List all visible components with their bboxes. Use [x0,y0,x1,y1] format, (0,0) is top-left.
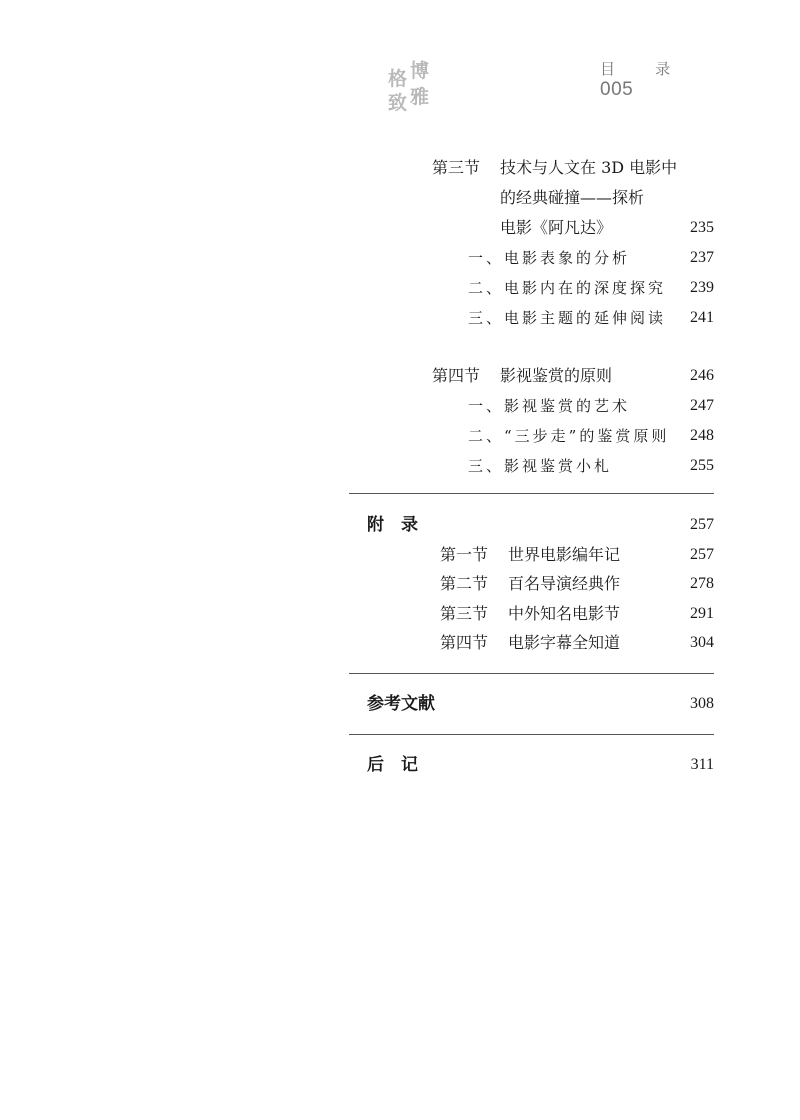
toc-subitem-page: 239 [690,279,714,296]
toc-subitem: 二、“三步走”的鉴赏原则 [468,427,670,445]
section3-title-line: 的经典碰撞——探析 [500,188,645,207]
header-page-number: 005 [600,79,634,100]
toc-subitem-page: 255 [690,457,714,474]
section4-title: 影视鉴赏的原则 [500,366,613,385]
divider [349,673,714,674]
appendix-item-label: 第二节 [440,574,489,593]
section3-title-line: 技术与人文在 3D 电影中 [500,158,678,177]
toc-subitem-page: 247 [690,397,714,414]
section3-title-line: 电影《阿凡达》 [500,218,613,237]
appendix-page: 257 [690,516,714,533]
publisher-logo [388,56,440,116]
toc-subitem: 三、电影主题的延伸阅读 [468,309,667,327]
afterword-title: 后 记 [367,755,418,775]
toc-subitem-page: 248 [690,427,714,444]
section4-label: 第四节 [432,366,481,385]
logo-char: 格 [388,68,408,90]
divider [349,734,714,735]
appendix-item-page: 278 [690,575,714,592]
toc-subitem: 三、影视鉴赏小札 [468,457,613,475]
running-header [600,60,714,101]
appendix-item-label: 第三节 [440,604,489,623]
appendix-item-title: 百名导演经典作 [508,574,621,593]
appendix-title: 附 录 [367,515,418,535]
logo-char: 致 [388,92,408,114]
section3-label: 第三节 [432,158,481,177]
references-page: 308 [690,695,714,712]
toc-subitem-page: 241 [690,309,714,326]
toc-subitem: 一、影视鉴赏的艺术 [468,397,631,415]
appendix-item-title: 中外知名电影节 [508,604,621,623]
references-title: 参考文献 [367,694,435,714]
logo-char: 雅 [410,86,430,108]
appendix-item-page: 257 [690,546,714,563]
toc-subitem: 一、电影表象的分析 [468,249,631,267]
afterword-page: 311 [690,756,714,773]
appendix-item-page: 304 [690,634,714,651]
running-title: 目 录 [600,61,689,78]
logo-char: 博 [410,60,430,82]
appendix-item-page: 291 [690,605,714,622]
divider [349,493,714,494]
appendix-item-title: 世界电影编年记 [508,545,621,564]
section3-page: 235 [690,219,714,236]
appendix-item-title: 电影字幕全知道 [508,633,621,652]
appendix-item-label: 第四节 [440,633,489,652]
section4-page: 246 [690,367,714,384]
toc-subitem: 二、电影内在的深度探究 [468,279,667,297]
appendix-item-label: 第一节 [440,545,489,564]
toc-subitem-page: 237 [690,249,714,266]
